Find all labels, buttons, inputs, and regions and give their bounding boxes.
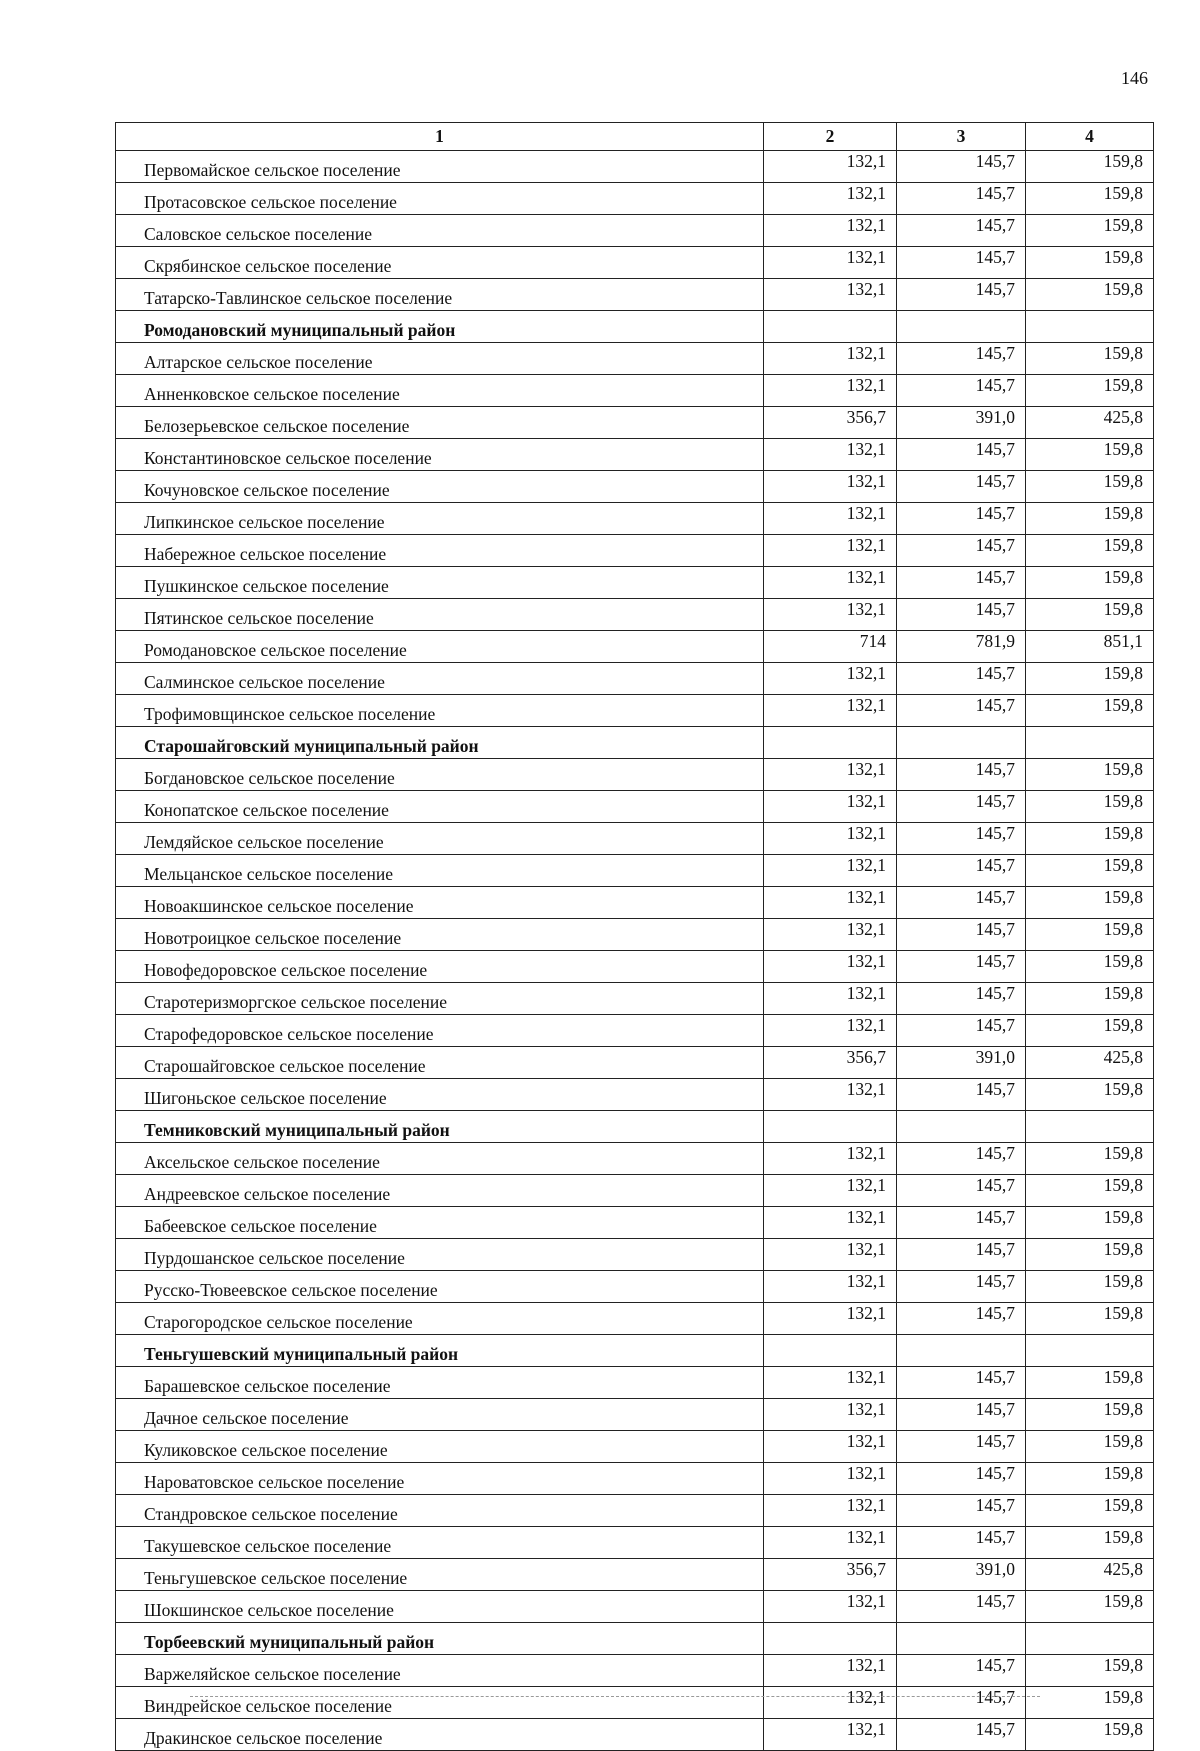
column-header-2: 2	[764, 123, 897, 151]
district-header-row	[116, 1623, 1154, 1655]
value-cell-2: 132,1	[764, 663, 897, 695]
table-row	[116, 1143, 1154, 1175]
value-cell-2: 132,1	[764, 1207, 897, 1239]
table-row	[116, 1079, 1154, 1111]
table-row	[116, 183, 1154, 215]
settlement-name-cell: Пятинское сельское поселение	[116, 599, 764, 631]
value-cell-2: 132,1	[764, 1431, 897, 1463]
value-cell-2: 132,1	[764, 1687, 897, 1719]
table-row	[116, 567, 1154, 599]
value-cell-2: 132,1	[764, 1303, 897, 1335]
value-cell-3: 391,0	[897, 1559, 1026, 1591]
table-row	[116, 1303, 1154, 1335]
value-cell-4: 159,8	[1026, 1431, 1154, 1463]
table-row	[116, 1527, 1154, 1559]
value-cell-2: 132,1	[764, 439, 897, 471]
table-row	[116, 663, 1154, 695]
settlement-name-cell: Набережное сельское поселение	[116, 535, 764, 567]
value-cell-2: 132,1	[764, 983, 897, 1015]
value-cell-2: 356,7	[764, 407, 897, 439]
value-cell-2: 132,1	[764, 343, 897, 375]
value-cell-4: 159,8	[1026, 503, 1154, 535]
value-cell-4: 159,8	[1026, 1719, 1154, 1751]
value-cell-4: 425,8	[1026, 407, 1154, 439]
table-row	[116, 823, 1154, 855]
value-cell-3: 145,7	[897, 1175, 1026, 1207]
value-cell-4: 159,8	[1026, 1015, 1154, 1047]
value-cell-4: 159,8	[1026, 1687, 1154, 1719]
value-cell-4: 159,8	[1026, 887, 1154, 919]
value-cell-4: 159,8	[1026, 215, 1154, 247]
table-row	[116, 695, 1154, 727]
value-cell-2: 132,1	[764, 567, 897, 599]
empty-cell	[764, 311, 897, 343]
table-row	[116, 1207, 1154, 1239]
value-cell-3: 145,7	[897, 535, 1026, 567]
value-cell-3: 145,7	[897, 1143, 1026, 1175]
settlement-name-cell: Русско-Тювеевское сельское поселение	[116, 1271, 764, 1303]
value-cell-4: 159,8	[1026, 663, 1154, 695]
settlement-name-cell: Дракинское сельское поселение	[116, 1719, 764, 1751]
district-name-cell: Темниковский муниципальный район	[116, 1111, 764, 1143]
settlement-name-cell: Константиновское сельское поселение	[116, 439, 764, 471]
value-cell-4: 159,8	[1026, 919, 1154, 951]
value-cell-4: 159,8	[1026, 151, 1154, 183]
settlement-name-cell: Кочуновское сельское поселение	[116, 471, 764, 503]
value-cell-4: 159,8	[1026, 599, 1154, 631]
empty-cell	[897, 1335, 1026, 1367]
table-row	[116, 1591, 1154, 1623]
value-cell-2: 356,7	[764, 1559, 897, 1591]
value-cell-2: 132,1	[764, 791, 897, 823]
value-cell-3: 145,7	[897, 1303, 1026, 1335]
district-header-row	[116, 727, 1154, 759]
value-cell-2: 132,1	[764, 1239, 897, 1271]
settlement-name-cell: Шигоньское сельское поселение	[116, 1079, 764, 1111]
value-cell-2: 132,1	[764, 503, 897, 535]
table-row	[116, 215, 1154, 247]
settlement-name-cell: Старошайговское сельское поселение	[116, 1047, 764, 1079]
table-row	[116, 631, 1154, 663]
table-row	[116, 151, 1154, 183]
value-cell-3: 145,7	[897, 1367, 1026, 1399]
value-cell-4: 159,8	[1026, 1303, 1154, 1335]
value-cell-2: 132,1	[764, 1719, 897, 1751]
value-cell-2: 132,1	[764, 1655, 897, 1687]
settlement-name-cell: Новофедоровское сельское поселение	[116, 951, 764, 983]
table-row	[116, 951, 1154, 983]
empty-cell	[1026, 311, 1154, 343]
value-cell-2: 132,1	[764, 471, 897, 503]
column-header-1: 1	[116, 123, 764, 151]
value-cell-3: 145,7	[897, 663, 1026, 695]
value-cell-2: 132,1	[764, 887, 897, 919]
value-cell-4: 159,8	[1026, 951, 1154, 983]
district-header-row	[116, 1335, 1154, 1367]
settlement-name-cell: Такушевское сельское поселение	[116, 1527, 764, 1559]
header-row	[116, 123, 1154, 151]
value-cell-4: 159,8	[1026, 1175, 1154, 1207]
value-cell-4: 159,8	[1026, 343, 1154, 375]
settlement-name-cell: Лемдяйское сельское поселение	[116, 823, 764, 855]
value-cell-3: 145,7	[897, 855, 1026, 887]
table-row	[116, 535, 1154, 567]
table-row	[116, 855, 1154, 887]
value-cell-2: 132,1	[764, 951, 897, 983]
settlement-name-cell: Теньгушевское сельское поселение	[116, 1559, 764, 1591]
settlement-name-cell: Бабеевское сельское поселение	[116, 1207, 764, 1239]
value-cell-4: 159,8	[1026, 855, 1154, 887]
settlement-name-cell: Нароватовское сельское поселение	[116, 1463, 764, 1495]
empty-cell	[764, 727, 897, 759]
table-header	[116, 123, 1154, 151]
empty-cell	[897, 1111, 1026, 1143]
table-row	[116, 1463, 1154, 1495]
value-cell-2: 132,1	[764, 695, 897, 727]
settlement-name-cell: Андреевское сельское поселение	[116, 1175, 764, 1207]
table-body	[116, 151, 1154, 1751]
value-cell-2: 132,1	[764, 759, 897, 791]
settlement-name-cell: Новоакшинское сельское поселение	[116, 887, 764, 919]
settlement-name-cell: Куликовское сельское поселение	[116, 1431, 764, 1463]
settlement-name-cell: Аксельское сельское поселение	[116, 1143, 764, 1175]
value-cell-4: 159,8	[1026, 1655, 1154, 1687]
table-row	[116, 1399, 1154, 1431]
value-cell-2: 132,1	[764, 279, 897, 311]
settlement-name-cell: Саловское сельское поселение	[116, 215, 764, 247]
table-row	[116, 1495, 1154, 1527]
value-cell-4: 159,8	[1026, 1527, 1154, 1559]
value-cell-2: 132,1	[764, 183, 897, 215]
district-name-cell: Ромодановский муниципальный район	[116, 311, 764, 343]
value-cell-3: 145,7	[897, 791, 1026, 823]
settlement-name-cell: Трофимовщинское сельское поселение	[116, 695, 764, 727]
settlement-name-cell: Барашевское сельское поселение	[116, 1367, 764, 1399]
value-cell-4: 159,8	[1026, 375, 1154, 407]
value-cell-4: 159,8	[1026, 1239, 1154, 1271]
value-cell-3: 145,7	[897, 1207, 1026, 1239]
value-cell-3: 145,7	[897, 1239, 1026, 1271]
table-row	[116, 919, 1154, 951]
value-cell-3: 145,7	[897, 1591, 1026, 1623]
value-cell-2: 132,1	[764, 375, 897, 407]
value-cell-2: 132,1	[764, 1367, 897, 1399]
district-name-cell: Торбеевский муниципальный район	[116, 1623, 764, 1655]
table-row	[116, 791, 1154, 823]
value-cell-4: 159,8	[1026, 823, 1154, 855]
value-cell-2: 132,1	[764, 151, 897, 183]
value-cell-3: 145,7	[897, 951, 1026, 983]
value-cell-3: 145,7	[897, 823, 1026, 855]
value-cell-2: 132,1	[764, 855, 897, 887]
table-row	[116, 983, 1154, 1015]
table-row	[116, 759, 1154, 791]
value-cell-2: 132,1	[764, 1079, 897, 1111]
table-row	[116, 247, 1154, 279]
settlement-name-cell: Анненковское сельское поселение	[116, 375, 764, 407]
table-row	[116, 471, 1154, 503]
value-cell-3: 145,7	[897, 471, 1026, 503]
table-row	[116, 375, 1154, 407]
value-cell-3: 145,7	[897, 1719, 1026, 1751]
value-cell-2: 132,1	[764, 1495, 897, 1527]
settlement-name-cell: Новотроицкое сельское поселение	[116, 919, 764, 951]
table-row	[116, 343, 1154, 375]
value-cell-4: 159,8	[1026, 1367, 1154, 1399]
table-row	[116, 1015, 1154, 1047]
table-row	[116, 1047, 1154, 1079]
empty-cell	[1026, 1111, 1154, 1143]
empty-cell	[1026, 1623, 1154, 1655]
value-cell-3: 145,7	[897, 1655, 1026, 1687]
table-row	[116, 1175, 1154, 1207]
value-cell-3: 391,0	[897, 407, 1026, 439]
value-cell-3: 145,7	[897, 1431, 1026, 1463]
settlement-name-cell: Виндрейское сельское поселение	[116, 1687, 764, 1719]
value-cell-4: 159,8	[1026, 247, 1154, 279]
value-cell-4: 159,8	[1026, 1591, 1154, 1623]
value-cell-3: 145,7	[897, 599, 1026, 631]
table-row	[116, 1367, 1154, 1399]
empty-cell	[764, 1623, 897, 1655]
value-cell-4: 159,8	[1026, 983, 1154, 1015]
value-cell-3: 145,7	[897, 1079, 1026, 1111]
value-cell-2: 132,1	[764, 1175, 897, 1207]
value-cell-3: 145,7	[897, 439, 1026, 471]
settlement-name-cell: Мельцанское сельское поселение	[116, 855, 764, 887]
value-cell-4: 425,8	[1026, 1559, 1154, 1591]
settlement-name-cell: Богдановское сельское поселение	[116, 759, 764, 791]
table-row	[116, 503, 1154, 535]
table-row	[116, 1431, 1154, 1463]
value-cell-2: 132,1	[764, 919, 897, 951]
value-cell-2: 132,1	[764, 1015, 897, 1047]
settlement-name-cell: Протасовское сельское поселение	[116, 183, 764, 215]
value-cell-4: 159,8	[1026, 279, 1154, 311]
empty-cell	[1026, 1335, 1154, 1367]
settlement-name-cell: Стандровское сельское поселение	[116, 1495, 764, 1527]
value-cell-3: 145,7	[897, 215, 1026, 247]
settlement-name-cell: Старофедоровское сельское поселение	[116, 1015, 764, 1047]
scan-edge-mark	[190, 1696, 1040, 1699]
empty-cell	[1026, 727, 1154, 759]
value-cell-3: 145,7	[897, 279, 1026, 311]
empty-cell	[897, 727, 1026, 759]
settlement-name-cell: Татарско-Тавлинское сельское поселение	[116, 279, 764, 311]
value-cell-3: 145,7	[897, 343, 1026, 375]
settlement-name-cell: Первомайское сельское поселение	[116, 151, 764, 183]
empty-cell	[897, 311, 1026, 343]
value-cell-3: 145,7	[897, 183, 1026, 215]
district-header-row	[116, 311, 1154, 343]
empty-cell	[764, 1111, 897, 1143]
value-cell-4: 159,8	[1026, 1079, 1154, 1111]
value-cell-3: 145,7	[897, 151, 1026, 183]
value-cell-4: 159,8	[1026, 791, 1154, 823]
settlement-name-cell: Старотеризморгское сельское поселение	[116, 983, 764, 1015]
value-cell-4: 159,8	[1026, 535, 1154, 567]
value-cell-4: 159,8	[1026, 1495, 1154, 1527]
column-header-4: 4	[1026, 123, 1154, 151]
value-cell-3: 145,7	[897, 503, 1026, 535]
value-cell-2: 132,1	[764, 1399, 897, 1431]
value-cell-4: 159,8	[1026, 1399, 1154, 1431]
value-cell-4: 851,1	[1026, 631, 1154, 663]
value-cell-2: 132,1	[764, 599, 897, 631]
table-row	[116, 887, 1154, 919]
value-cell-3: 145,7	[897, 567, 1026, 599]
value-cell-2: 132,1	[764, 1143, 897, 1175]
column-header-3: 3	[897, 123, 1026, 151]
settlement-name-cell: Пушкинское сельское поселение	[116, 567, 764, 599]
table-row	[116, 1655, 1154, 1687]
value-cell-4: 159,8	[1026, 1463, 1154, 1495]
page-number: 146	[1121, 68, 1148, 88]
value-cell-3: 145,7	[897, 695, 1026, 727]
value-cell-3: 145,7	[897, 1015, 1026, 1047]
value-cell-4: 159,8	[1026, 695, 1154, 727]
settlement-name-cell: Алтарское сельское поселение	[116, 343, 764, 375]
value-cell-4: 159,8	[1026, 183, 1154, 215]
table-row	[116, 1271, 1154, 1303]
value-cell-2: 132,1	[764, 1271, 897, 1303]
value-cell-3: 145,7	[897, 247, 1026, 279]
value-cell-3: 781,9	[897, 631, 1026, 663]
value-cell-4: 159,8	[1026, 1143, 1154, 1175]
value-cell-3: 145,7	[897, 1495, 1026, 1527]
value-cell-3: 145,7	[897, 375, 1026, 407]
settlement-name-cell: Ромодановское сельское поселение	[116, 631, 764, 663]
value-cell-2: 132,1	[764, 215, 897, 247]
data-table	[115, 122, 1154, 1751]
value-cell-4: 159,8	[1026, 1207, 1154, 1239]
district-name-cell: Старошайговский муниципальный район	[116, 727, 764, 759]
table-row	[116, 1687, 1154, 1719]
value-cell-2: 132,1	[764, 1527, 897, 1559]
settlement-name-cell: Скрябинское сельское поселение	[116, 247, 764, 279]
value-cell-3: 145,7	[897, 1399, 1026, 1431]
value-cell-4: 159,8	[1026, 567, 1154, 599]
value-cell-2: 356,7	[764, 1047, 897, 1079]
settlement-name-cell: Салминское сельское поселение	[116, 663, 764, 695]
table-row	[116, 439, 1154, 471]
table-row	[116, 279, 1154, 311]
value-cell-3: 145,7	[897, 1271, 1026, 1303]
value-cell-2: 714	[764, 631, 897, 663]
value-cell-3: 145,7	[897, 919, 1026, 951]
settlement-name-cell: Конопатское сельское поселение	[116, 791, 764, 823]
settlement-name-cell: Шокшинское сельское поселение	[116, 1591, 764, 1623]
empty-cell	[764, 1335, 897, 1367]
settlement-name-cell: Липкинское сельское поселение	[116, 503, 764, 535]
value-cell-2: 132,1	[764, 1591, 897, 1623]
value-cell-4: 159,8	[1026, 439, 1154, 471]
value-cell-2: 132,1	[764, 535, 897, 567]
table-row	[116, 1719, 1154, 1751]
district-name-cell: Теньгушевский муниципальный район	[116, 1335, 764, 1367]
value-cell-3: 145,7	[897, 1527, 1026, 1559]
value-cell-2: 132,1	[764, 823, 897, 855]
settlement-name-cell: Дачное сельское поселение	[116, 1399, 764, 1431]
settlement-name-cell: Пурдошанское сельское поселение	[116, 1239, 764, 1271]
value-cell-4: 425,8	[1026, 1047, 1154, 1079]
value-cell-3: 145,7	[897, 1687, 1026, 1719]
value-cell-3: 145,7	[897, 1463, 1026, 1495]
settlement-name-cell: Белозерьевское сельское поселение	[116, 407, 764, 439]
empty-cell	[897, 1623, 1026, 1655]
table-row	[116, 1559, 1154, 1591]
table-row	[116, 1239, 1154, 1271]
table-row	[116, 599, 1154, 631]
value-cell-4: 159,8	[1026, 759, 1154, 791]
settlement-name-cell: Старогородское сельское поселение	[116, 1303, 764, 1335]
value-cell-2: 132,1	[764, 247, 897, 279]
value-cell-3: 391,0	[897, 1047, 1026, 1079]
value-cell-3: 145,7	[897, 759, 1026, 791]
value-cell-3: 145,7	[897, 887, 1026, 919]
settlement-name-cell: Варжеляйское сельское поселение	[116, 1655, 764, 1687]
value-cell-4: 159,8	[1026, 1271, 1154, 1303]
district-header-row	[116, 1111, 1154, 1143]
value-cell-2: 132,1	[764, 1463, 897, 1495]
value-cell-3: 145,7	[897, 983, 1026, 1015]
value-cell-4: 159,8	[1026, 471, 1154, 503]
table-row	[116, 407, 1154, 439]
